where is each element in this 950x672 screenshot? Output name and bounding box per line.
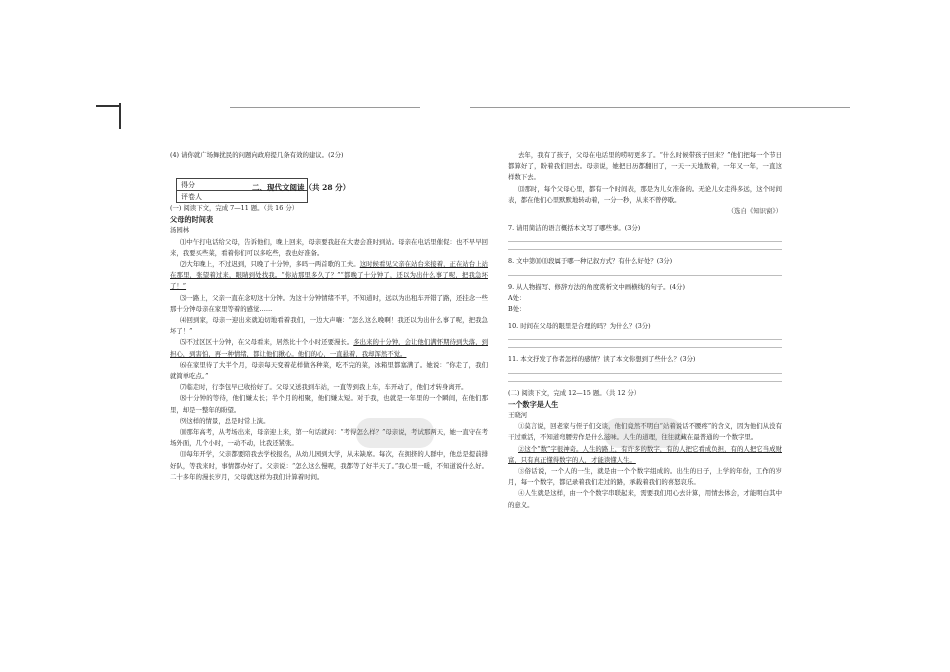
article-2-paragraph-2: ②这个“数”字很神奇。人生的路上，有许多的数字，有的人把它看成负担，有的人把它当成财富，只有真正懂得数字的人，才能读懂人生。 <box>508 444 782 464</box>
paragraph-5 <box>170 337 488 359</box>
score-label: 得分 <box>177 179 308 191</box>
top-rule-right <box>470 107 850 108</box>
paragraph-5-underlined: 多出来的十分钟，会让他们满怀期待到失落，到担心，到害怕，再一种情绪，都让他们揪心。他们的心，一直悬着，我却浑然不觉。 <box>170 338 489 358</box>
question-9-b: B处： <box>508 305 526 314</box>
article-author: 汤园林 <box>170 226 190 235</box>
answer-line[interactable] <box>508 347 782 348</box>
paragraph-12: 去年，我有了孩子，父母在电话里的唠叨更多了。“什么时候带孩子回来？”他们把每一个节日都算好了，盼着我们回去。母亲说，她把日历都翻旧了，一天一天地数着，一年又一年，一直这样数下去。 <box>508 151 782 182</box>
answer-line[interactable] <box>508 249 782 250</box>
paragraph-8: ⑻十分钟的等待，他们嫌太长；半个月的相聚，他们嫌太短。对于我，也就是一年里的一个瞬间，在他们那里，却是一整年的盼望。 <box>170 394 488 414</box>
paragraph-9: ⑼这样的情景，总是时常上演。 <box>180 416 270 425</box>
subsection-2-heading: (二) 阅读下文，完成 12—15 题。（共 12 分） <box>508 388 641 397</box>
left-column <box>170 150 486 161</box>
question-8: 8. 文中第⑽⑾段属于哪一种记叙方式？有什么好处？(3分) <box>508 257 673 266</box>
question-9: 9. 从人物描写、修辞方法的角度赏析文中画横线的句子。(4分) <box>508 282 685 291</box>
paragraph-7: ⑺临走时，行李包早已收拾好了。父母又送我到车站，一直等到我上车，车开动了，他们才转身离开。 <box>180 383 468 392</box>
left-article <box>170 203 488 483</box>
question-7: 7. 请用简洁的语言概括本文写了哪些事。(3分) <box>508 224 641 233</box>
question-11: 11. 本文抒发了作者怎样的感情？读了本文你想到了些什么？(3分) <box>508 355 696 364</box>
article-title: 父母的时间表 <box>170 215 214 225</box>
paragraph-4: ⑷回到家，母亲一迎出来就迫切地看着我们，一边大声嚷：“怎么这么晚啊！我还以为出什么事了呢，把我急坏了！” <box>170 316 488 336</box>
paragraph-3: ⑶一路上，父亲一直在念叨这十分钟。为这十分钟情绪不平，不知道时，远以为出租车开错了路，还挂念一些那十分钟母亲在家里等着的感觉…… <box>170 293 488 313</box>
answer-line[interactable] <box>508 339 782 340</box>
paragraph-11: ⑾每年开学，父亲都要陪我去学校报名，从幼儿园到大学，从未缺席。每次，在拥挤的人群中，他总是提前排好队，等我来时，事情都办好了。父亲说：“怎么这么慢呢，我都等了好半天了。”我心里一暖，不知道说什么好。二十多年的漫长岁月，父母就这样为我们计算着时间。 <box>170 450 488 481</box>
paragraph-2 <box>170 259 488 293</box>
paragraph-5-text: ⑸不过区区十分钟，在父母看来，居然比十个小时还要漫长。 <box>180 338 354 347</box>
paragraph-10: ⑽那年高考，从考场出来，母亲迎上来，第一句话就问：“考得怎么样？”母亲说，考试那两天，她一直守在考场外面，几个小时，一动不动，比我还紧张。 <box>170 428 488 448</box>
paragraph-6: ⑹在家里待了大半个月，母亲每天变着花样做各种菜，吃不完的菜，冰箱里都塞满了。她说：“你走了，我们就简单吃点。” <box>170 360 488 381</box>
question-4: (4) 请你就广场舞扰民的问题向政府提几条有效的建议。(2分) <box>170 151 344 159</box>
top-rule-left <box>230 107 420 108</box>
paragraph-13: ⒀那时，每个父母心里，都有一个时间表，那是为儿女准备的。无论儿女走得多远，这个时间表，都在他们心里默默地转动着，一分一秒，从来不曾停歇。 <box>508 184 782 204</box>
article-2-paragraph-1: ①莫言说，回老家与侄子们交谈，他们竟然不明白“站着说话不腰疼”的含义，因为他们从没有干过重活，不知道弯腰劳作是什么滋味。人生的道理，往往就藏在最普通的一个数字里。 <box>508 422 782 442</box>
question-10: 10. 时间在父母的眼里是合理的吗？为什么？(3分) <box>508 322 651 331</box>
corner-mark-h <box>96 105 120 107</box>
article-2-author: 王晓河 <box>508 411 528 420</box>
answer-line[interactable] <box>508 241 782 242</box>
article-2-paragraph-3: ③俗话说，一个人的一生，就是由一个个数字组成的。出生的日子，上学的年份，工作的岁月，每一个数字，都记录着我们走过的路，承载着我们的喜怒哀乐。 <box>508 467 782 487</box>
watermark-stamp <box>604 418 682 448</box>
answer-line[interactable] <box>508 275 782 276</box>
paragraph-2-text: ⑵大年晚上，不过迟到，只晚了十分钟，多吗一两首歌的工夫。 <box>180 260 360 269</box>
source-note: （选自《知识窗》） <box>727 207 782 216</box>
section-title: 二、现代文阅读（共 28 分） <box>252 183 351 192</box>
subsection-heading: (一) 阅读下文，完成 7—11 题。（共 16 分） <box>170 204 299 212</box>
watermark-stamp <box>356 418 434 448</box>
article-2-paragraph-4: ④人生就是这样，由一个个数字串联起来，需要我们用心去计算，用情去体会，才能明白其中的意义。 <box>508 489 782 509</box>
article-2-title: 一个数字是人生 <box>508 399 559 409</box>
answer-line[interactable] <box>508 373 782 374</box>
question-9-a: A处： <box>508 293 526 302</box>
paragraph-1: ⑴中午打电话给父母，告诉他们，晚上回来，母亲要我赶在大妻会准时到站。母亲在电话里催促：也不早早回来，我要买些菜，看着你们可以多吃些，我也好准备。 <box>170 237 488 257</box>
answer-line[interactable] <box>508 381 782 382</box>
paragraph-2-underlined: 这时候看见父亲在站台来接着，正在站台上站在那里，张望着过来，眼睛到处找我。“你站那里多久了？”“都晚了十分钟了，还以为出什么事了呢，把我急坏了！” <box>170 260 489 291</box>
right-column <box>508 150 782 511</box>
grader-label: 评卷人 <box>177 191 308 203</box>
